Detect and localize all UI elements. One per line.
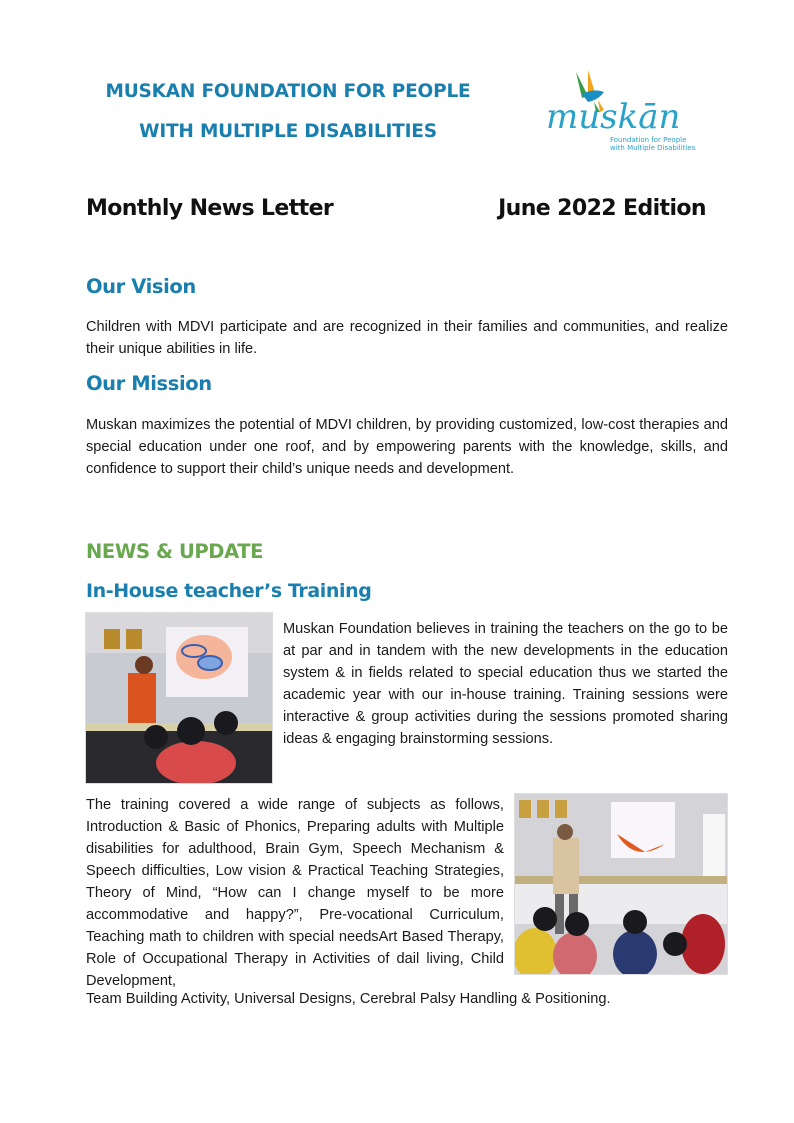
logo-tagline-line-2: with Multiple Disabilities [610,144,696,152]
muskan-logo [538,66,698,156]
logo-tagline-line-1: Foundation for People [610,136,687,144]
news-heading: NEWS & UPDATE [86,540,264,563]
logo-wordmark: muskān [546,97,681,137]
mission-heading: Our Mission [86,372,212,395]
training-photo-1-image [86,613,272,783]
article-paragraph-2-last-line: Team Building Activity, Universal Designs, Cerebral Palsy Handling & Positioning. [86,991,611,1007]
newsletter-header [86,196,706,232]
edition-label: June 2022 Edition [498,196,706,221]
vision-heading: Our Vision [86,275,196,298]
newsletter-title: Monthly News Letter [86,196,334,221]
training-photo-1 [85,612,273,784]
article-title: In-House teacher’s Training [86,580,372,602]
training-photo-2-image [515,794,727,974]
article-paragraph-1: Muskan Foundation believes in training the teachers on the go to be at par and in tandem with the new developments in the education system & in fields related to special education thus we started the academic year with our in-house training. Training sessions were interactive & group activities during the sessions promoted sharing ideas & engaging brainstorming sessions. [283,621,728,747]
organization-title-line-2: WITH MULTIPLE DISABILITIES [139,121,437,142]
training-photo-2 [514,793,728,975]
organization-title [88,72,488,152]
article-paragraph-2: The training covered a wide range of subjects as follows, Introduction & Basic of Phonics, Preparing adults with Multiple disabilities for adulthood, Brain Gym, Speech Mechanism & Speech difficulties, Low vision & Practical Teaching Strategies, Theory of Mind, “How can I change myself to be more accommodative and happy?”, Pre-vocational Curriculum, Teaching math to children with special needsArt Based Therapy, Role of Occupational Therapy in Activities of dail living, Child Development, [86,797,504,989]
mission-text: Muskan maximizes the potential of MDVI children, by providing customized, low-cost therapies and special education under one roof, and by empowering parents with the knowledge, skills, and confidence to support their child’s unique needs and development. [86,417,728,477]
vision-text: Children with MDVI participate and are recognized in their families and communities, and realize their unique abilities in life. [86,319,728,357]
organization-title-line-1: MUSKAN FOUNDATION FOR PEOPLE [105,81,471,102]
bird-logo-icon [538,66,698,156]
